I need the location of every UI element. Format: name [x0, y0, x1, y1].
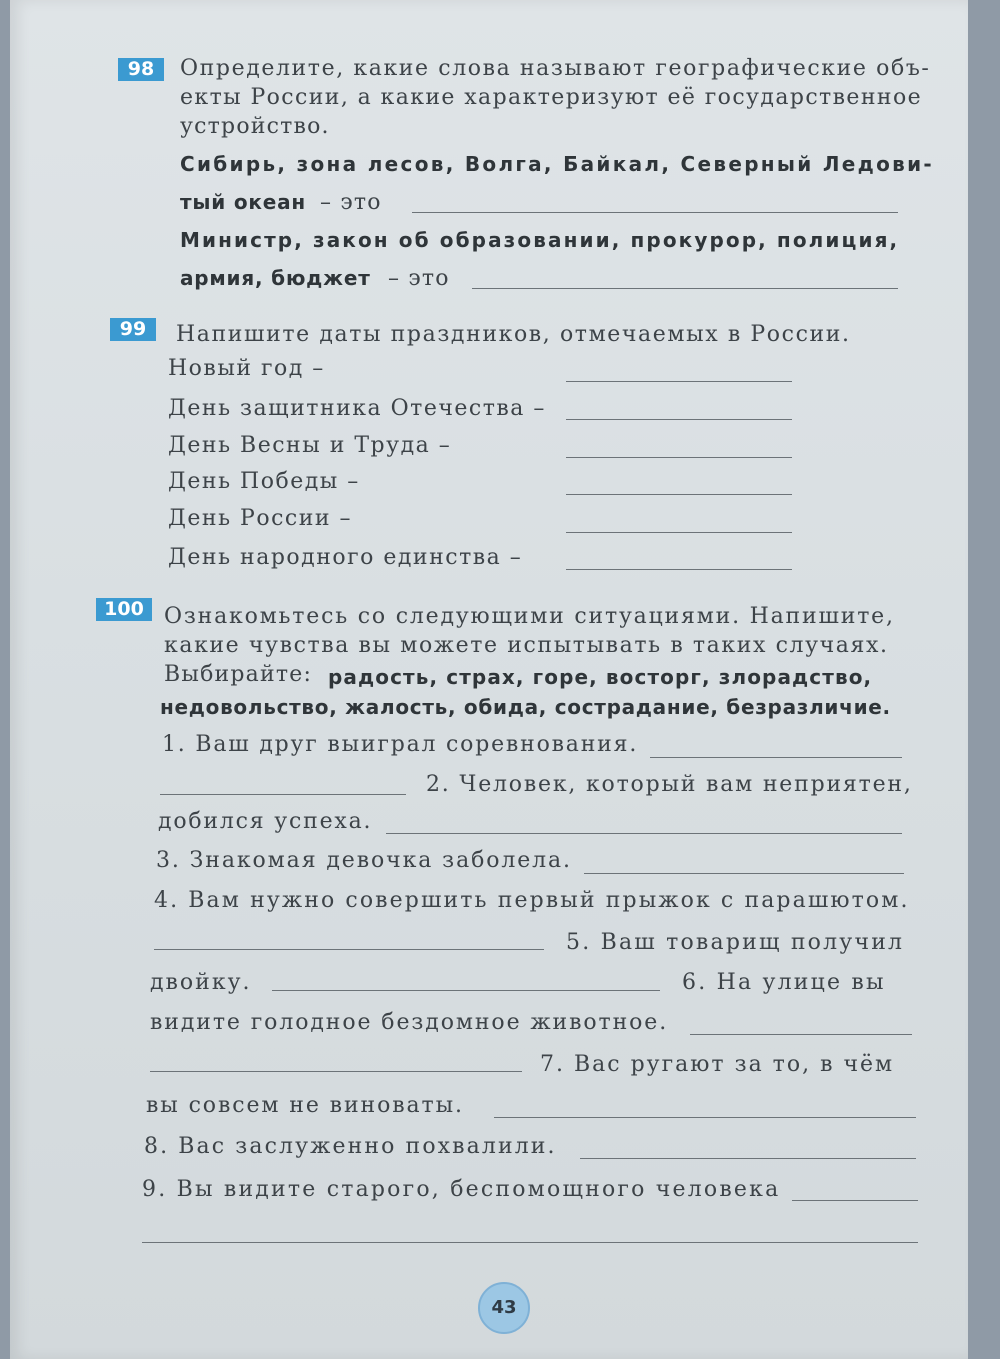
situation-2-text-cont: добился успеха.: [158, 809, 373, 834]
task-98-group-2-line-1: Министр, закон об образовании, прокурор, полиция,: [180, 228, 900, 252]
answer-blank[interactable]: [472, 288, 898, 289]
task-98-group-1-line-1: Сибирь, зона лесов, Волга, Байкал, Северный Ледови-: [180, 152, 935, 176]
holiday-label: День защитника Отечества –: [168, 396, 546, 421]
answer-blank[interactable]: [150, 1071, 522, 1072]
answer-blank[interactable]: [142, 1242, 918, 1243]
holiday-label: День народного единства –: [168, 545, 523, 570]
answer-blank[interactable]: [566, 494, 792, 495]
situation-5-text-cont: двойку.: [150, 970, 252, 995]
task-98-group-2-tail: – это: [388, 266, 450, 291]
task-99-prompt: Напишите даты праздников, отмечаемых в России.: [176, 322, 851, 347]
task-98-prompt-line-1: Определите, какие слова называют географические объ-: [180, 56, 931, 81]
task-98-group-1-line-2: тый океан: [180, 190, 307, 214]
task-98-prompt-line-3: устройство.: [180, 114, 330, 139]
answer-blank[interactable]: [650, 757, 902, 758]
task-100-prompt-line-2: какие чувства вы можете испытывать в таких случаях.: [164, 633, 889, 658]
situation-1-text: 1. Ваш друг выиграл соревнования.: [162, 732, 639, 757]
answer-blank[interactable]: [154, 949, 544, 950]
task-98-prompt-line-2: екты России, а какие характеризуют её государственное: [180, 85, 923, 110]
answer-blank[interactable]: [566, 532, 792, 533]
answer-blank[interactable]: [566, 381, 792, 382]
answer-blank[interactable]: [792, 1200, 918, 1201]
answer-blank[interactable]: [386, 833, 902, 834]
situation-5-text: 5. Ваш товарищ получил: [566, 930, 905, 955]
task-100-choices-line-2: недовольство, жалость, обида, сострадание, безразличие.: [160, 695, 891, 719]
situation-7-text: 7. Вас ругают за то, в чём: [540, 1052, 895, 1077]
holiday-label: День России –: [168, 506, 353, 531]
situation-6-text: 6. На улице вы: [682, 970, 886, 995]
answer-blank[interactable]: [566, 457, 792, 458]
situation-8-text: 8. Вас заслуженно похвалили.: [144, 1134, 557, 1159]
situation-3-text: 3. Знакомая девочка заболела.: [156, 848, 572, 873]
answer-blank[interactable]: [566, 419, 792, 420]
situation-4-text: 4. Вам нужно совершить первый прыжок с парашютом.: [154, 888, 910, 913]
task-98-group-2-line-2: армия, бюджет: [180, 266, 371, 290]
task-100-prompt-line-1: Ознакомьтесь со следующими ситуациями. Напишите,: [164, 604, 895, 629]
task-number-badge: 100: [96, 598, 152, 621]
answer-blank[interactable]: [580, 1158, 916, 1159]
answer-blank[interactable]: [566, 569, 792, 570]
situation-9-text: 9. Вы видите старого, беспомощного человека: [142, 1177, 781, 1202]
answer-blank[interactable]: [584, 873, 904, 874]
holiday-label: День Победы –: [168, 469, 360, 494]
workbook-page: [10, 0, 968, 1359]
holiday-label: День Весны и Труда –: [168, 433, 452, 458]
answer-blank[interactable]: [690, 1034, 912, 1035]
holiday-label: Новый год –: [168, 356, 325, 381]
task-98-group-1-tail: – это: [320, 190, 382, 215]
answer-blank[interactable]: [412, 212, 898, 213]
answer-blank[interactable]: [494, 1117, 916, 1118]
task-100-choose-label: Выбирайте:: [164, 662, 313, 687]
task-number-badge: 99: [110, 318, 156, 341]
situation-2-text: 2. Человек, который вам неприятен,: [426, 772, 913, 797]
task-100-choices-line-1: радость, страх, горе, восторг, злорадство,: [328, 665, 873, 689]
situation-6-text-cont: видите голодное бездомное животное.: [150, 1010, 669, 1035]
answer-blank[interactable]: [160, 794, 406, 795]
answer-blank[interactable]: [272, 990, 660, 991]
page-number: 43: [478, 1282, 530, 1334]
situation-7-text-cont: вы совсем не виноваты.: [146, 1093, 464, 1118]
task-number-badge: 98: [118, 58, 164, 81]
